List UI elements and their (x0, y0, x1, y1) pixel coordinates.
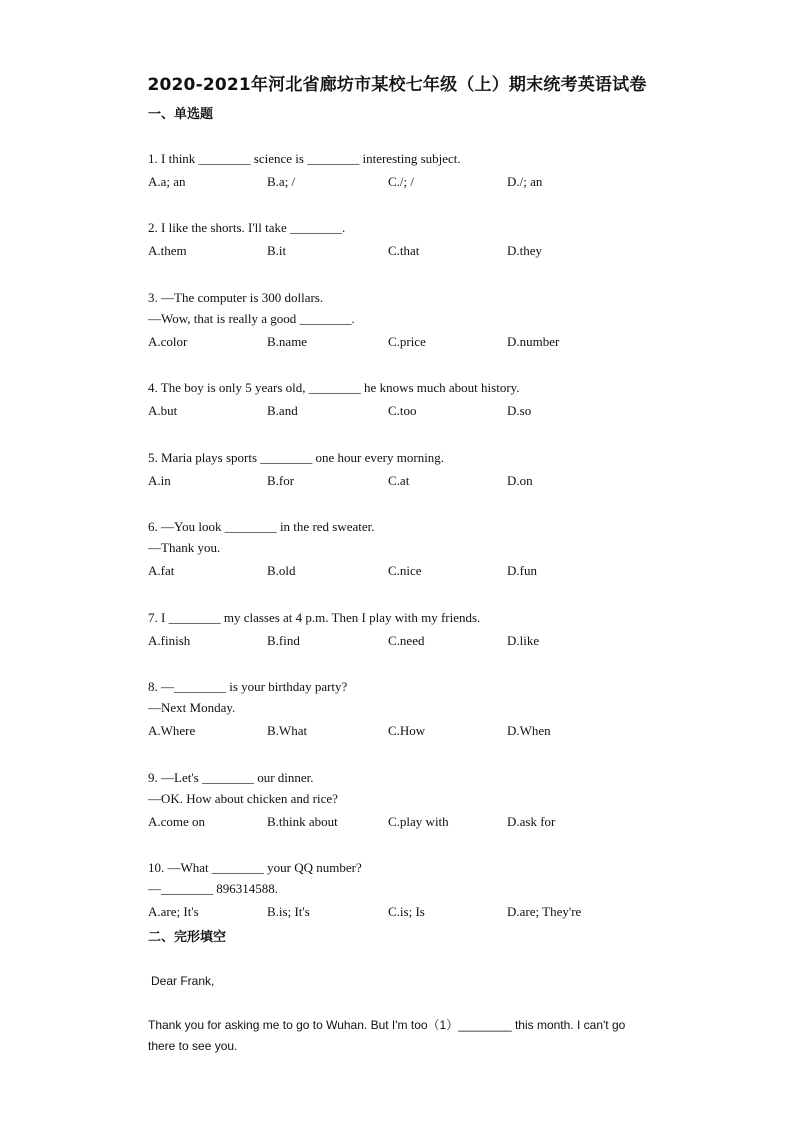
question-9 (148, 767, 668, 832)
option-a: A.fat (148, 563, 175, 578)
option-a: A.color (148, 334, 188, 349)
section-heading-single-choice: 一、单选题 (148, 107, 214, 122)
question-text: —OK. How about chicken and rice? (148, 791, 338, 806)
option-b: B.it (267, 243, 287, 258)
question-text: 2. I like the shorts. I'll take ________. (148, 220, 346, 235)
option-c: C./; / (388, 174, 415, 189)
option-a: A.Where (148, 723, 196, 738)
question-3 (148, 287, 668, 352)
question-10 (148, 857, 668, 922)
option-d: D.on (507, 473, 533, 488)
question-text: —Next Monday. (148, 700, 236, 715)
option-d: D.are; They're (507, 904, 582, 919)
question-8 (148, 676, 668, 741)
options-row (148, 240, 668, 261)
options-row (148, 811, 668, 832)
option-b: B.a; / (267, 174, 296, 189)
option-a: A.but (148, 403, 178, 418)
question-text: 5. Maria plays sports ________ one hour every morning. (148, 450, 445, 465)
option-b: B.find (267, 633, 300, 648)
option-c: C.How (388, 723, 426, 738)
option-c: C.is; Is (388, 904, 425, 919)
question-1 (148, 148, 668, 192)
option-c: C.that (388, 243, 420, 258)
option-d: D.they (507, 243, 543, 258)
question-text: 8. —________ is your birthday party? (148, 679, 348, 694)
option-d: D.number (507, 334, 560, 349)
option-c: C.nice (388, 563, 422, 578)
options-row (148, 720, 668, 741)
options-row (148, 630, 668, 651)
question-text: 7. I ________ my classes at 4 p.m. Then I play with my friends. (148, 610, 481, 625)
section-heading-cloze: 二、完形填空 (148, 930, 227, 945)
paragraph-line: Thank you for asking me to go to Wuhan. But I'm too（1）________ this month. I can't go (148, 1018, 626, 1032)
option-a: A.come on (148, 814, 206, 829)
question-6 (148, 516, 668, 581)
option-c: C.too (388, 403, 417, 418)
option-d: D.When (507, 723, 551, 738)
question-text: 4. The boy is only 5 years old, ________ he knows much about history. (148, 380, 520, 395)
question-2 (148, 217, 668, 261)
option-b: B.for (267, 473, 295, 488)
options-row (148, 331, 668, 352)
option-c: C.need (388, 633, 425, 648)
option-d: D.like (507, 633, 540, 648)
question-text: —Wow, that is really a good ________. (148, 311, 355, 326)
option-b: B.name (267, 334, 308, 349)
option-b: B.think about (267, 814, 338, 829)
option-a: A.a; an (148, 174, 186, 189)
option-b: B.is; It's (267, 904, 310, 919)
options-row (148, 560, 668, 581)
question-text: —Thank you. (148, 540, 221, 555)
options-row (148, 400, 668, 421)
question-4 (148, 377, 668, 421)
option-d: D./; an (507, 174, 543, 189)
question-5 (148, 447, 668, 491)
exam-title: 2020-2021年河北省廊坊市某校七年级（上）期末统考英语试卷 (147, 75, 647, 95)
option-b: B.What (267, 723, 308, 738)
letter-greeting: Dear Frank, (151, 974, 215, 988)
option-d: D.fun (507, 563, 537, 578)
option-a: A.in (148, 473, 171, 488)
letter-paragraph (148, 1015, 668, 1057)
options-row (148, 171, 668, 192)
option-a: A.are; It's (148, 904, 199, 919)
option-c: C.play with (388, 814, 449, 829)
paragraph-line: there to see you. (148, 1039, 238, 1053)
question-text: 9. —Let's ________ our dinner. (148, 770, 314, 785)
question-text: 1. I think ________ science is ________ interesting subject. (148, 151, 461, 166)
question-7 (148, 607, 668, 651)
option-a: A.them (148, 243, 187, 258)
option-d: D.so (507, 403, 532, 418)
options-row (148, 901, 668, 922)
option-d: D.ask for (507, 814, 556, 829)
question-text: 10. —What ________ your QQ number? (148, 860, 362, 875)
option-c: C.at (388, 473, 410, 488)
option-b: B.old (267, 563, 296, 578)
question-text: 6. —You look ________ in the red sweater. (148, 519, 375, 534)
option-b: B.and (267, 403, 298, 418)
question-text: —________ 896314588. (148, 881, 278, 896)
option-c: C.price (388, 334, 426, 349)
question-text: 3. —The computer is 300 dollars. (148, 290, 324, 305)
option-a: A.finish (148, 633, 191, 648)
options-row (148, 470, 668, 491)
